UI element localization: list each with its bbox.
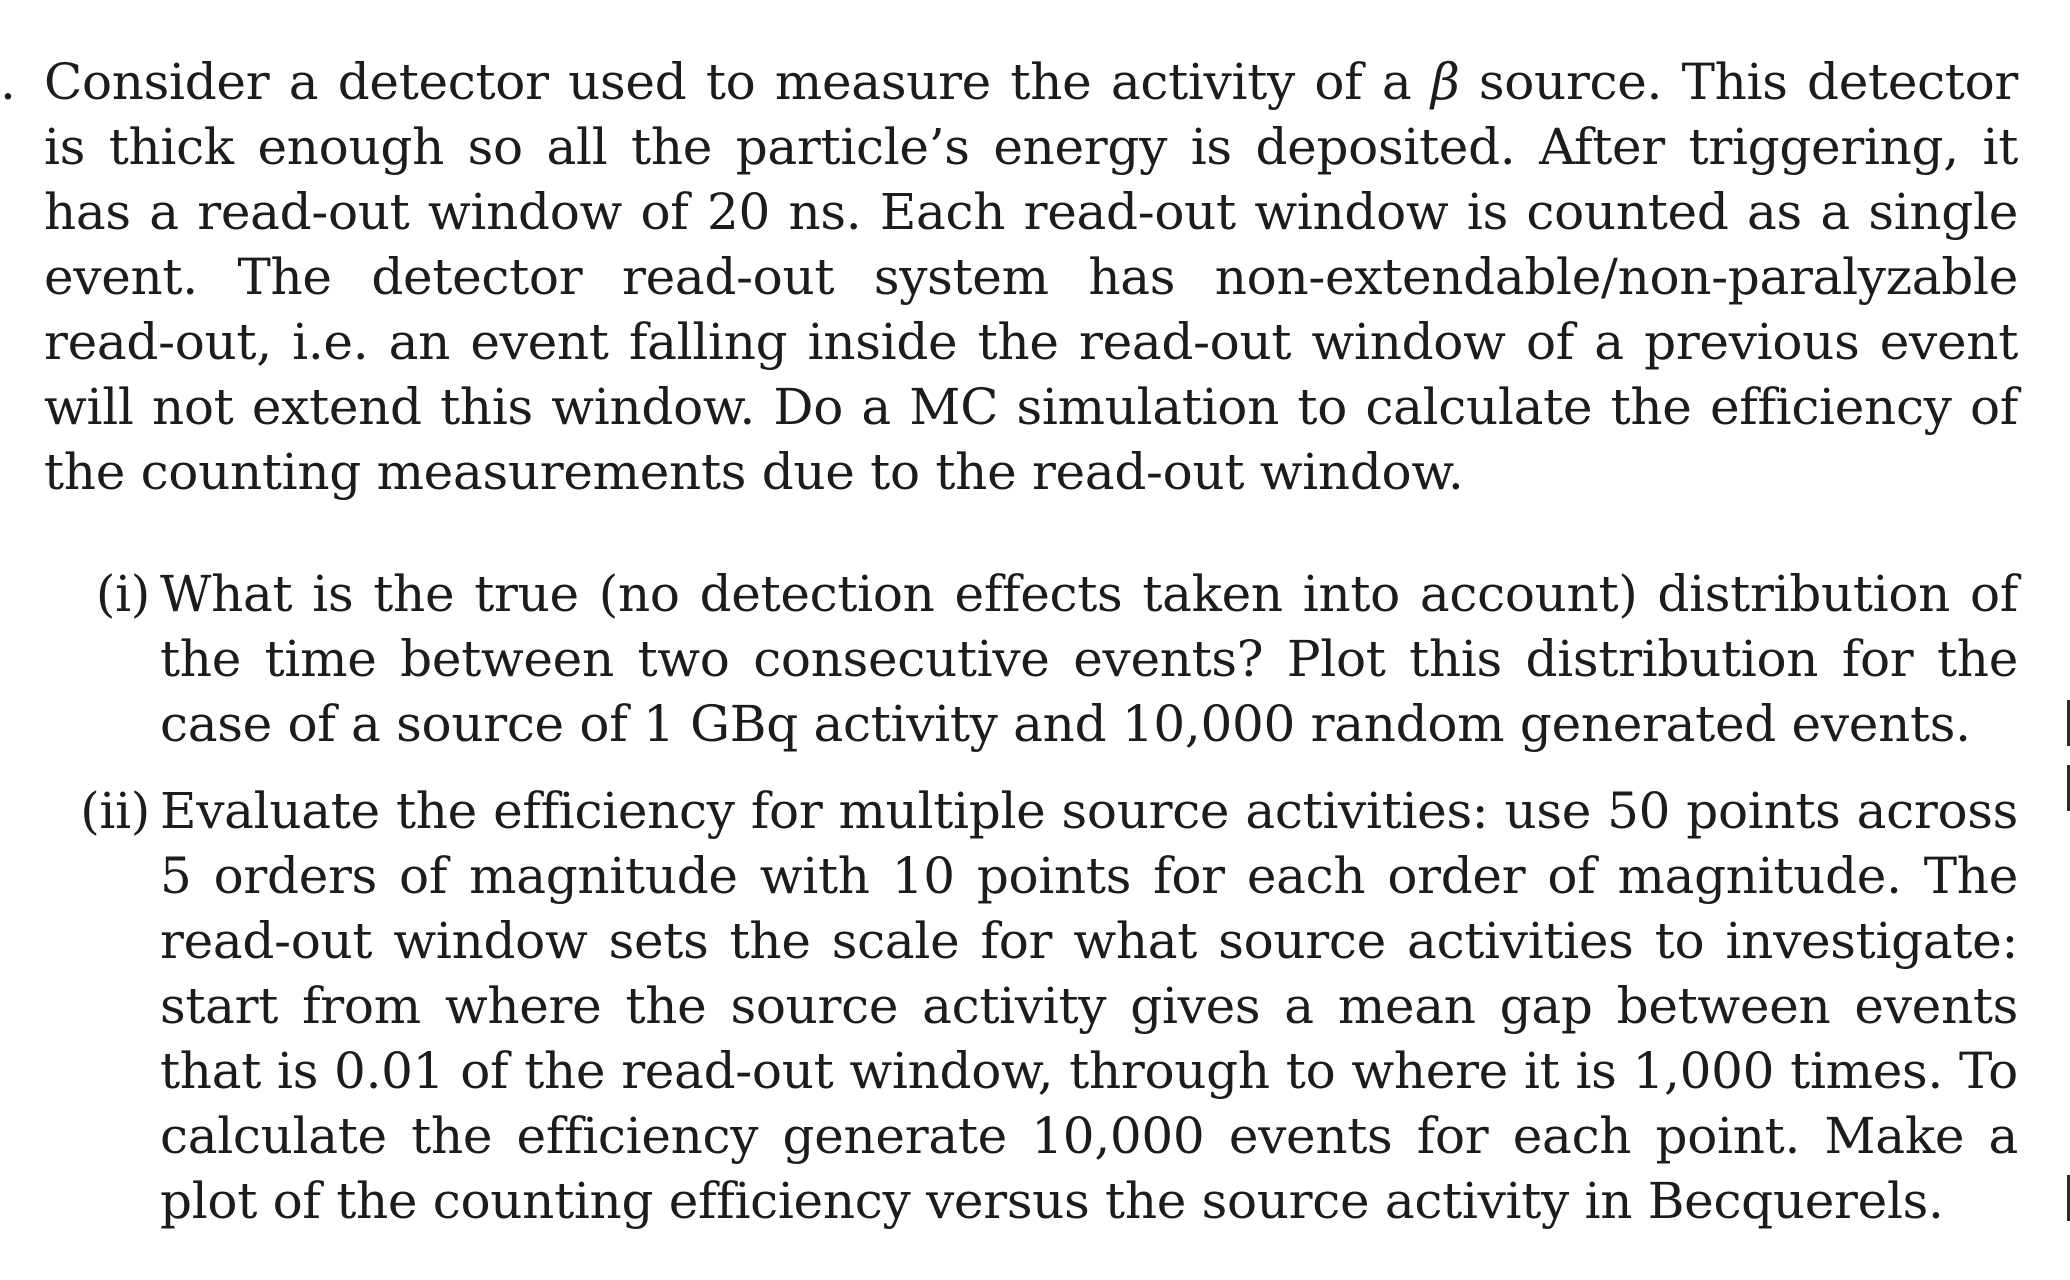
question-number: . [0,53,16,111]
question-intro [44,50,2018,505]
intro-text-end: source. This detector is thick enough so all the particle’s energy is deposited. After triggering, it has a read-out window of 20 ns. Each read-out window is counted as a single event. The detector read-out system has non-extendable/non-paralyzable read-out, i.e. an event falling inside the read-out window of a previous event will not extend this window. Do a MC simulation to calculate the efficiency of the counting measurements due to the read-out window. [44,53,2019,501]
beta-symbol: β [1430,53,1460,111]
part-label: (i) [95,565,150,623]
part-text: Evaluate the efficiency for multiple source activities: use 50 points across 5 orders of magnitude with 10 points for each order of magnitude. The read-out window sets the scale for what source activities to investigate: start from where the source activity gives a mean gap between events that is 0.01 of the read-out window, through to where it is 1,000 times. To calculate the efficiency generate 10,000 events for each point. Make a plot of the counting efficiency versus the source activity in Becquerels. [160,782,2018,1230]
question-part-ii [60,779,2018,1234]
question-part-i [60,562,2018,757]
intro-text-start: Consider a detector used to measure the activity of a [44,53,1412,111]
part-label: (ii) [80,782,150,840]
question-parts [60,562,2018,1234]
part-text: What is the true (no detection effects taken into account) distribution of the time between two consecutive events? Plot this distribution for the case of a source of 1 GBq activity and 10,000 random generated events. [160,565,2018,753]
